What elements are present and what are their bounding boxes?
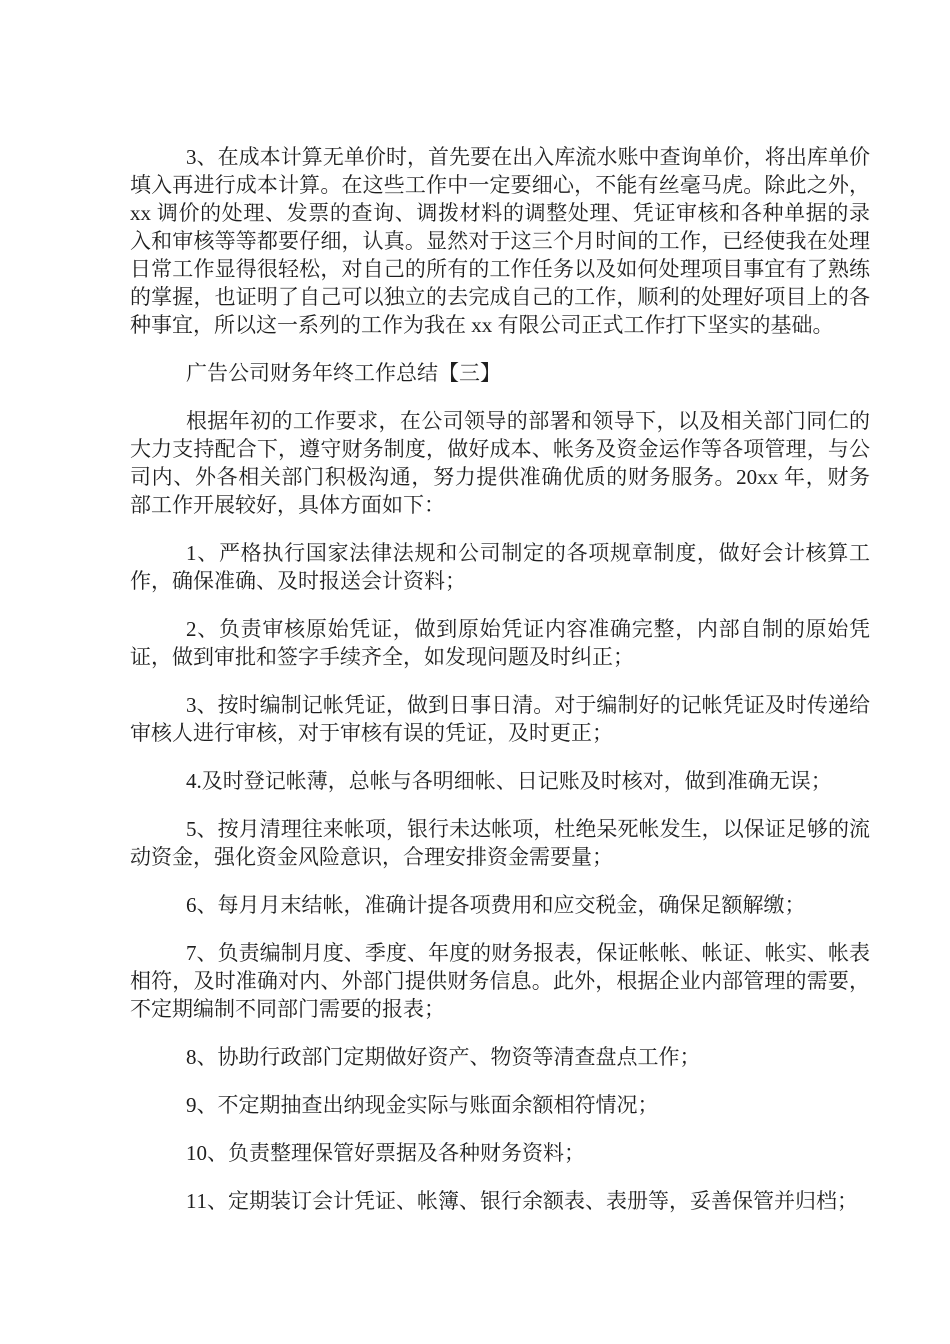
- document-body: [130, 143, 870, 1235]
- list-item: 2、负责审核原始凭证，做到原始凭证内容准确完整，内部自制的原始凭证，做到审批和签字手续齐全，如发现问题及时纠正；: [130, 617, 870, 669]
- list-item: 6、每月月末结帐，准确计提各项费用和应交税金，确保足额解缴；: [186, 893, 806, 917]
- list-item: 8、协助行政部门定期做好资产、物资等清查盘点工作；: [186, 1045, 701, 1069]
- body-paragraph: 根据年初的工作要求，在公司领导的部署和领导下，以及相关部门同仁的大力支持配合下，遵守财务制度，做好成本、帐务及资金运作等各项管理，与公司内、外各相关部门积极沟通，努力提供准确优质的财务服务。20xx 年，财务部工作开展较好，具体方面如下：: [130, 409, 870, 517]
- body-paragraph: 3、在成本计算无单价时，首先要在出入库流水账中查询单价，将出库单价填入再进行成本计算。在这些工作中一定要细心，不能有丝毫马虎。除此之外，xx 调价的处理、发票的查询、调拨材料的调整处理、凭证审核和各种单据的录入和审核等等都要仔细，认真。显然对于这三个月时间的工作，已经使我在处理日常工作显得很轻松，对自己的所有的工作任务以及如何处理项目事宜有了熟练的掌握，也证明了自己可以独立的去完成自己的工作，顺利的处理好项目上的各种事宜，所以这一系列的工作为我在 xx 有限公司正式工作打下坚实的基础。: [130, 145, 870, 337]
- section-heading: 广告公司财务年终工作总结【三】: [186, 361, 501, 385]
- list-item: 1、严格执行国家法律法规和公司制定的各项规章制度，做好会计核算工作，确保准确、及时报送会计资料；: [130, 541, 870, 593]
- list-item: 10、负责整理保管好票据及各种财务资料；: [186, 1141, 585, 1165]
- list-item: 7、负责编制月度、季度、年度的财务报表，保证帐帐、帐证、帐实、帐表相符，及时准确对内、外部门提供财务信息。此外，根据企业内部管理的需要，不定期编制不同部门需要的报表；: [130, 941, 870, 1021]
- list-item: 5、按月清理往来帐项，银行未达帐项，杜绝呆死帐发生，以保证足够的流动资金，强化资金风险意识，合理安排资金需要量；: [130, 817, 870, 869]
- list-item: 9、不定期抽查出纳现金实际与账面余额相符情况；: [186, 1093, 659, 1117]
- list-item: 4.及时登记帐薄，总帐与各明细帐、日记账及时核对，做到准确无误；: [186, 769, 832, 793]
- list-item: 3、按时编制记帐凭证，做到日事日清。对于编制好的记帐凭证及时传递给审核人进行审核，对于审核有误的凭证，及时更正；: [130, 693, 870, 745]
- list-item: 11、定期装订会计凭证、帐簿、银行余额表、表册等，妥善保管并归档；: [186, 1189, 858, 1213]
